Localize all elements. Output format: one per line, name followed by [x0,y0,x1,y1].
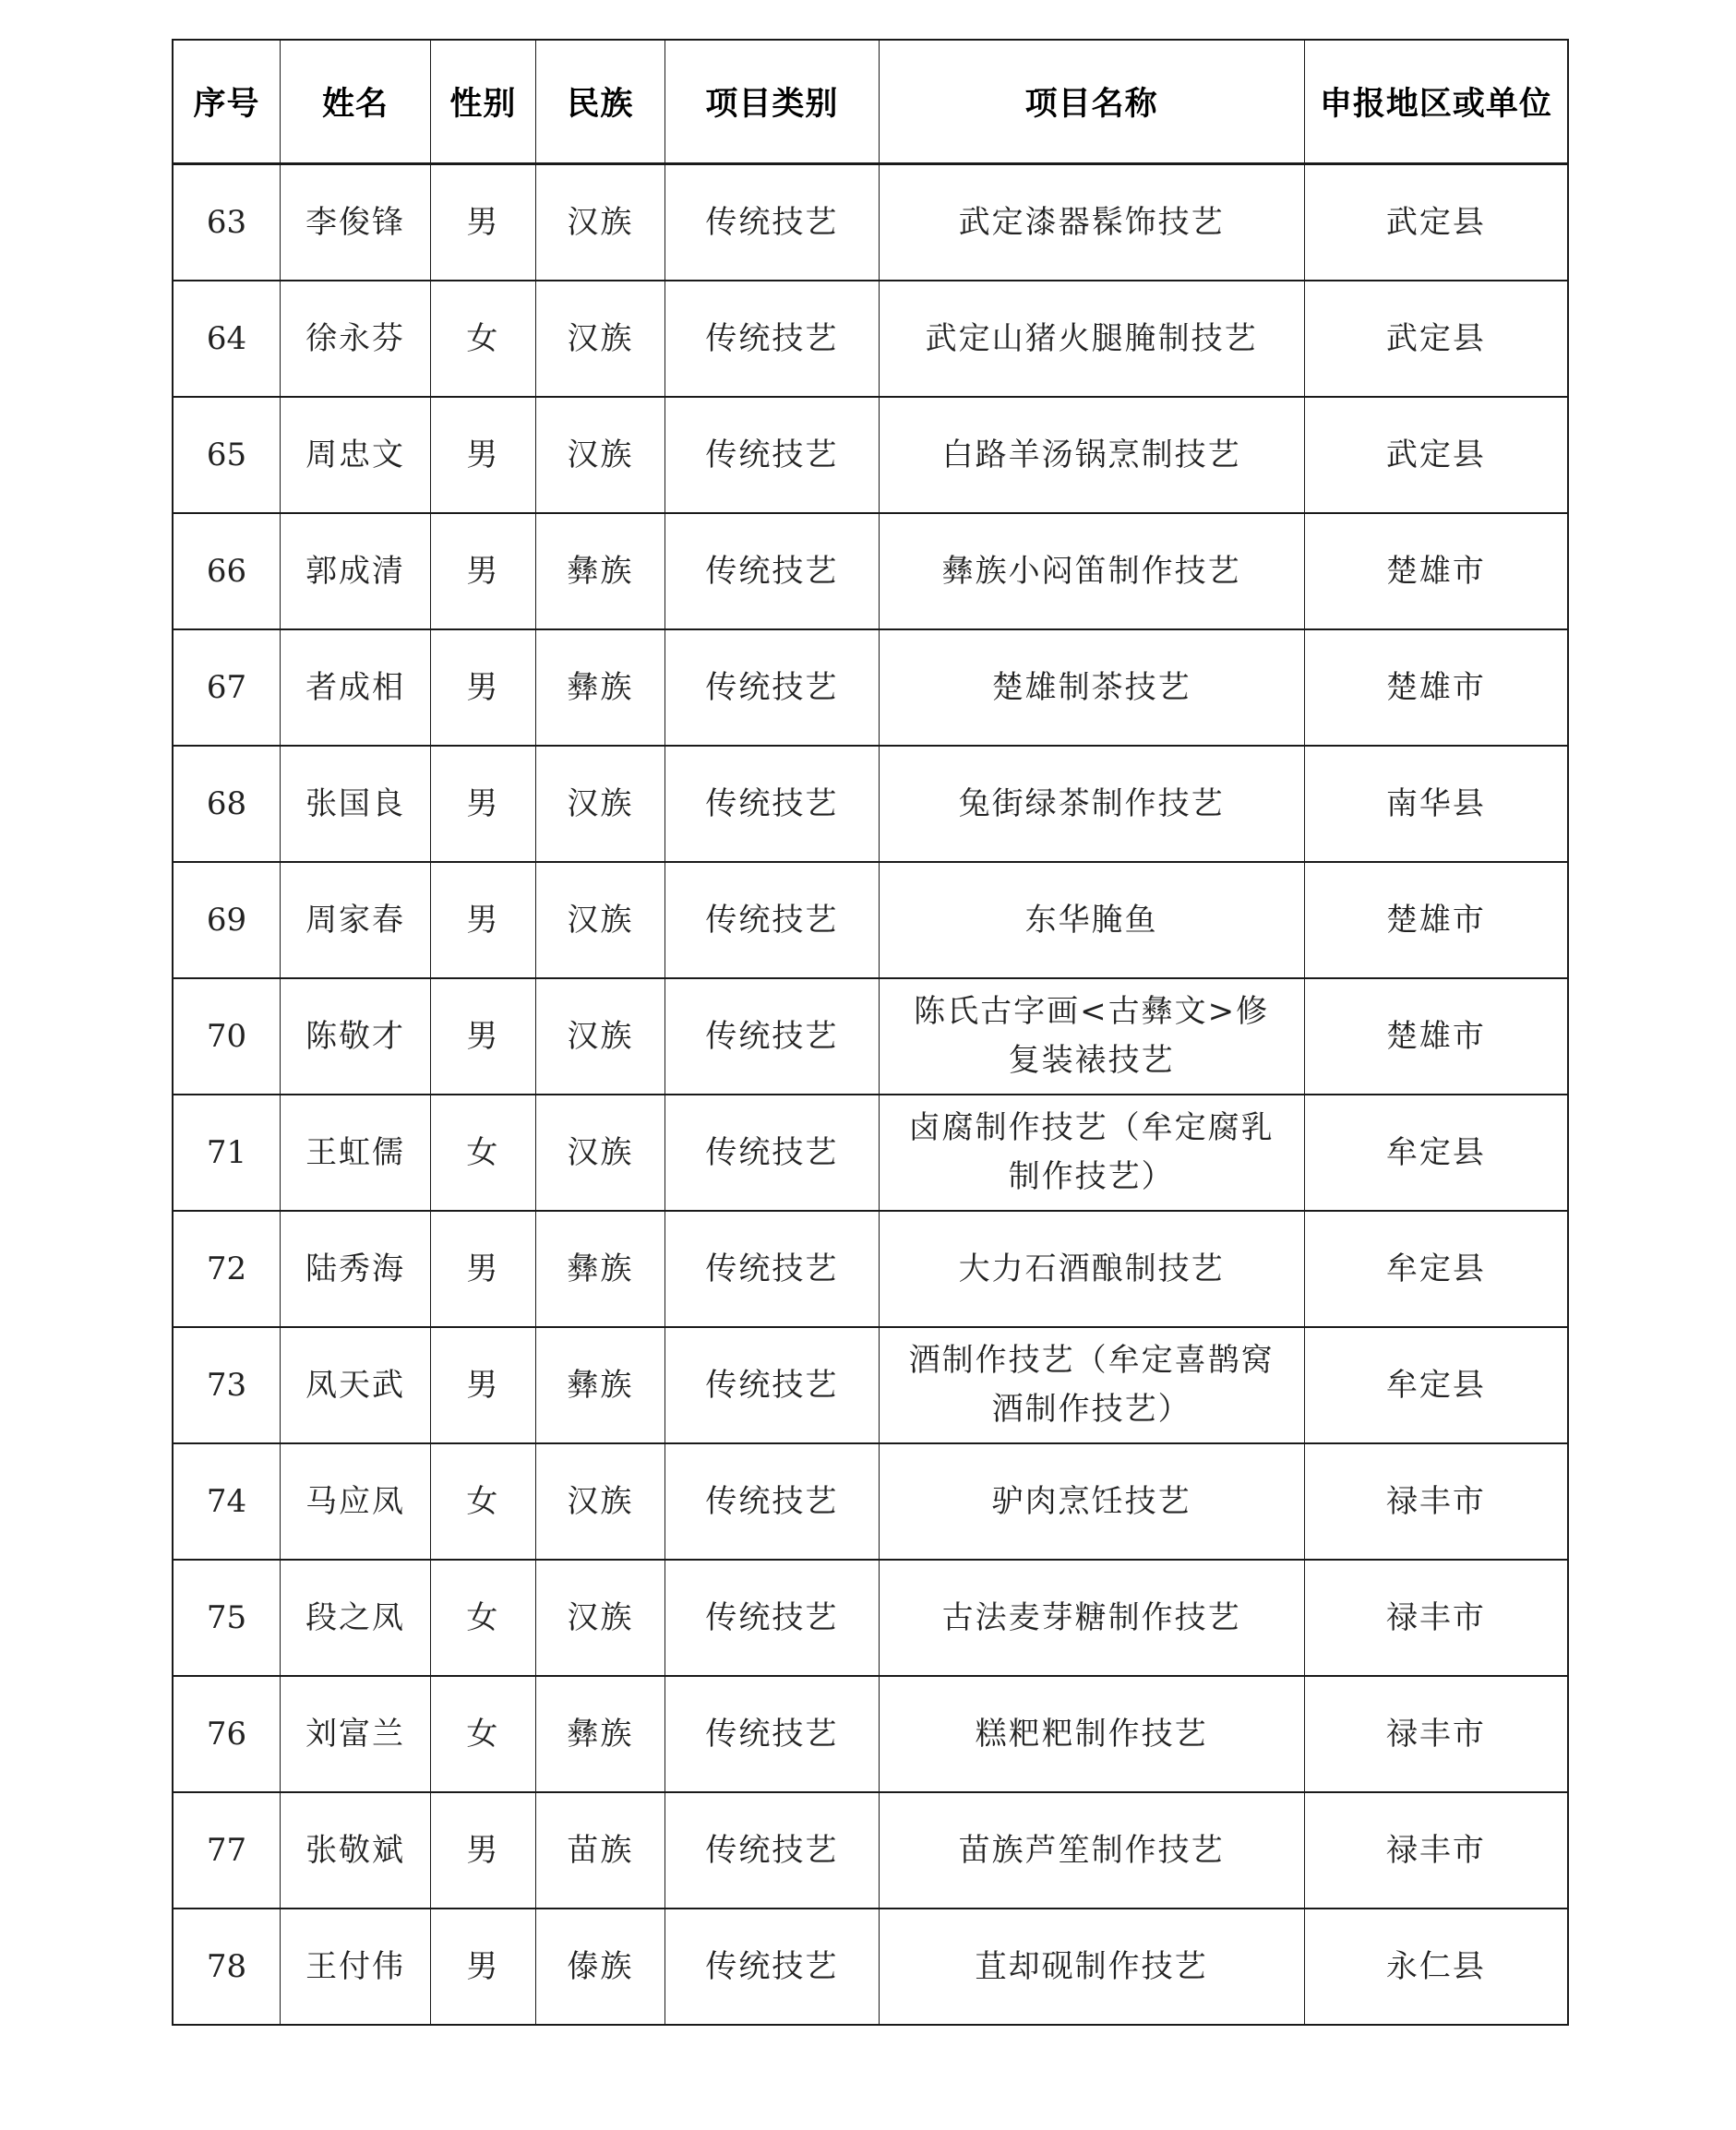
inheritors-table [172,39,1569,2026]
cell-project: 酒制作技艺（牟定喜鹊窝酒制作技艺） [879,1327,1304,1443]
cell-ethnicity: 汉族 [535,164,665,281]
cell-project: 古法麦芽糖制作技艺 [879,1560,1304,1676]
cell-name: 周家春 [280,862,430,978]
table-row [173,746,1568,862]
cell-category: 传统技艺 [665,1909,879,2025]
table-row [173,1095,1568,1211]
cell-ethnicity: 汉族 [535,1560,665,1676]
cell-category: 传统技艺 [665,746,879,862]
cell-gender: 男 [431,978,535,1095]
cell-category: 传统技艺 [665,397,879,513]
cell-no: 75 [173,1560,280,1676]
cell-region: 楚雄市 [1304,513,1568,629]
table-row [173,397,1568,513]
cell-ethnicity: 傣族 [535,1909,665,2025]
cell-gender: 男 [431,1211,535,1327]
cell-name: 马应凤 [280,1443,430,1560]
cell-project: 武定漆器髹饰技艺 [879,164,1304,281]
cell-category: 传统技艺 [665,629,879,746]
cell-ethnicity: 汉族 [535,746,665,862]
table-row [173,1792,1568,1909]
cell-category: 传统技艺 [665,1211,879,1327]
table-row [173,513,1568,629]
cell-no: 64 [173,281,280,397]
cell-name: 陈敬才 [280,978,430,1095]
cell-project: 彝族小闷笛制作技艺 [879,513,1304,629]
cell-category: 传统技艺 [665,1443,879,1560]
cell-category: 传统技艺 [665,1676,879,1792]
table-body [173,164,1568,2026]
cell-project: 卤腐制作技艺（牟定腐乳制作技艺） [879,1095,1304,1211]
cell-region: 武定县 [1304,281,1568,397]
cell-name: 王付伟 [280,1909,430,2025]
cell-region: 楚雄市 [1304,629,1568,746]
cell-gender: 女 [431,1095,535,1211]
cell-no: 65 [173,397,280,513]
cell-no: 77 [173,1792,280,1909]
cell-name: 陆秀海 [280,1211,430,1327]
cell-name: 李俊锋 [280,164,430,281]
table-row [173,1676,1568,1792]
cell-region: 禄丰市 [1304,1792,1568,1909]
cell-ethnicity: 汉族 [535,1095,665,1211]
cell-region: 牟定县 [1304,1327,1568,1443]
cell-region: 禄丰市 [1304,1443,1568,1560]
cell-region: 永仁县 [1304,1909,1568,2025]
cell-gender: 女 [431,1676,535,1792]
cell-gender: 女 [431,281,535,397]
cell-gender: 男 [431,397,535,513]
cell-category: 传统技艺 [665,513,879,629]
cell-gender: 男 [431,1909,535,2025]
cell-name: 凤天武 [280,1327,430,1443]
table-row [173,862,1568,978]
cell-project: 武定山猪火腿腌制技艺 [879,281,1304,397]
header-row [173,40,1568,164]
cell-project: 糕粑粑制作技艺 [879,1676,1304,1792]
cell-project: 白路羊汤锅烹制技艺 [879,397,1304,513]
cell-project: 苗族芦笙制作技艺 [879,1792,1304,1909]
table-row [173,164,1568,281]
table-row [173,978,1568,1095]
cell-no: 69 [173,862,280,978]
cell-gender: 男 [431,513,535,629]
cell-gender: 男 [431,1792,535,1909]
cell-no: 67 [173,629,280,746]
header-cell-region: 申报地区或单位 [1304,40,1568,164]
cell-region: 牟定县 [1304,1211,1568,1327]
cell-region: 武定县 [1304,397,1568,513]
cell-name: 王虹儒 [280,1095,430,1211]
cell-ethnicity: 汉族 [535,978,665,1095]
cell-gender: 男 [431,746,535,862]
cell-ethnicity: 彝族 [535,629,665,746]
cell-ethnicity: 彝族 [535,1327,665,1443]
cell-category: 传统技艺 [665,862,879,978]
cell-name: 者成相 [280,629,430,746]
cell-name: 周忠文 [280,397,430,513]
cell-project: 陈氏古字画<古彝文>修复装裱技艺 [879,978,1304,1095]
cell-name: 郭成清 [280,513,430,629]
cell-no: 73 [173,1327,280,1443]
cell-gender: 男 [431,862,535,978]
table-row [173,629,1568,746]
cell-region: 禄丰市 [1304,1560,1568,1676]
cell-category: 传统技艺 [665,1327,879,1443]
cell-ethnicity: 苗族 [535,1792,665,1909]
cell-project: 东华腌鱼 [879,862,1304,978]
cell-project: 驴肉烹饪技艺 [879,1443,1304,1560]
table-row [173,1443,1568,1560]
cell-gender: 男 [431,629,535,746]
cell-category: 传统技艺 [665,978,879,1095]
table-row [173,281,1568,397]
cell-region: 楚雄市 [1304,862,1568,978]
cell-ethnicity: 汉族 [535,397,665,513]
cell-no: 74 [173,1443,280,1560]
cell-no: 76 [173,1676,280,1792]
cell-no: 66 [173,513,280,629]
cell-name: 刘富兰 [280,1676,430,1792]
cell-ethnicity: 彝族 [535,513,665,629]
cell-category: 传统技艺 [665,164,879,281]
cell-no: 70 [173,978,280,1095]
cell-gender: 女 [431,1443,535,1560]
cell-ethnicity: 彝族 [535,1211,665,1327]
cell-name: 张敬斌 [280,1792,430,1909]
header-cell-project: 项目名称 [879,40,1304,164]
table-row [173,1909,1568,2025]
header-cell-no: 序号 [173,40,280,164]
table-row [173,1327,1568,1443]
header-cell-name: 姓名 [280,40,430,164]
cell-no: 78 [173,1909,280,2025]
cell-no: 63 [173,164,280,281]
cell-no: 68 [173,746,280,862]
cell-ethnicity: 汉族 [535,862,665,978]
cell-ethnicity: 彝族 [535,1676,665,1792]
header-cell-category: 项目类别 [665,40,879,164]
cell-category: 传统技艺 [665,1792,879,1909]
cell-region: 楚雄市 [1304,978,1568,1095]
cell-name: 徐永芬 [280,281,430,397]
header-cell-ethnicity: 民族 [535,40,665,164]
cell-gender: 女 [431,1560,535,1676]
cell-no: 72 [173,1211,280,1327]
table-row [173,1211,1568,1327]
table-row [173,1560,1568,1676]
cell-category: 传统技艺 [665,1560,879,1676]
cell-project: 大力石酒酿制技艺 [879,1211,1304,1327]
cell-project: 兔街绿茶制作技艺 [879,746,1304,862]
cell-region: 南华县 [1304,746,1568,862]
cell-name: 段之凤 [280,1560,430,1676]
cell-region: 禄丰市 [1304,1676,1568,1792]
cell-project: 楚雄制茶技艺 [879,629,1304,746]
cell-region: 牟定县 [1304,1095,1568,1211]
cell-ethnicity: 汉族 [535,1443,665,1560]
header-cell-gender: 性别 [431,40,535,164]
cell-category: 传统技艺 [665,281,879,397]
table-header [173,40,1568,164]
cell-project: 苴却砚制作技艺 [879,1909,1304,2025]
cell-gender: 男 [431,164,535,281]
cell-category: 传统技艺 [665,1095,879,1211]
cell-no: 71 [173,1095,280,1211]
cell-name: 张国良 [280,746,430,862]
cell-region: 武定县 [1304,164,1568,281]
cell-ethnicity: 汉族 [535,281,665,397]
cell-gender: 男 [431,1327,535,1443]
